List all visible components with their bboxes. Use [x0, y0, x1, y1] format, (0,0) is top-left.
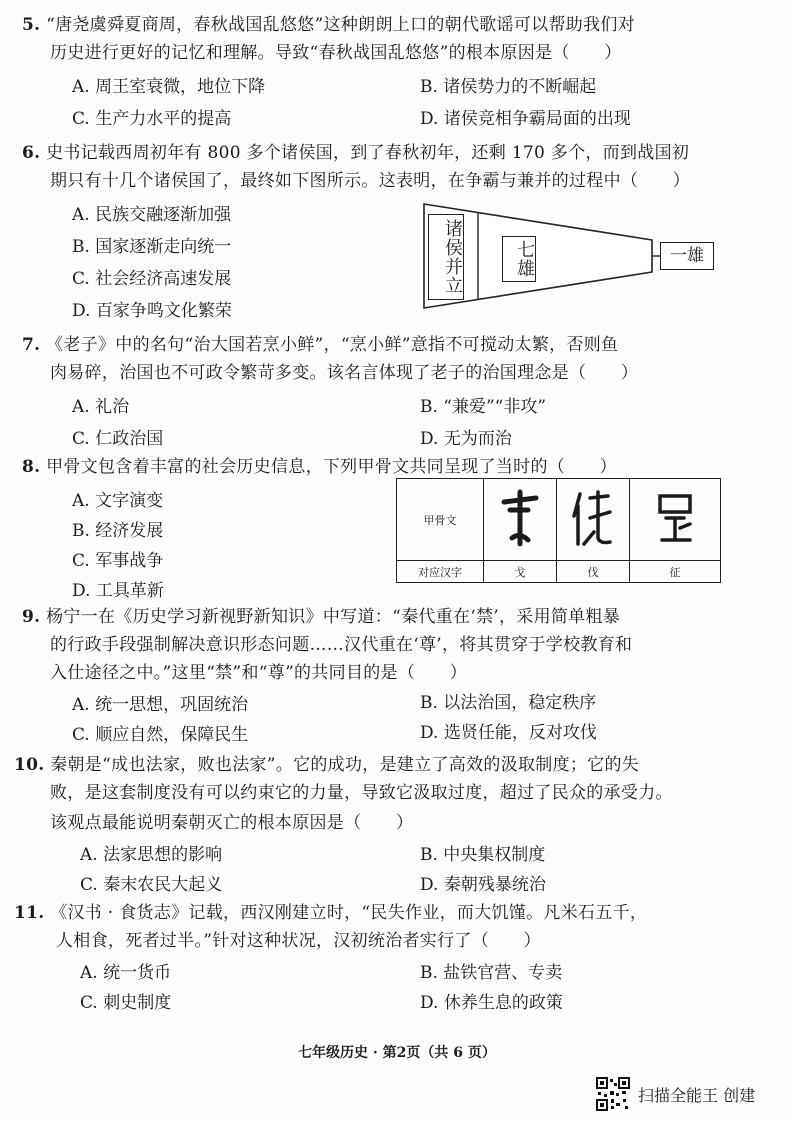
question-8-option-a[interactable]: A. 文字演变 [72, 491, 164, 511]
question-6-option-c[interactable]: C. 社会经济高速发展 [72, 269, 232, 289]
oracle-glyph-fa [557, 479, 630, 561]
question-text: 《老子》中的名句“治大国若烹小鲜”，“烹小鲜”意指不可搅动太繁，否则鱼 [46, 335, 619, 355]
question-10-option-b[interactable]: B. 中央集权制度 [420, 845, 546, 865]
question-6-line-2: 期只有十几个诸侯国了，最终如下图所示。这表明，在争霸与兼并的过程中（ ） [50, 171, 691, 191]
question-10-option-c[interactable]: C. 秦末农民大起义 [80, 875, 223, 895]
question-9-line-3: 入仕途径之中。”这里“禁”和“尊”的共同目的是（ ） [50, 663, 468, 683]
qr-code-icon [596, 1077, 630, 1111]
question-9-option-c[interactable]: C. 顺应自然，保障民生 [72, 725, 249, 745]
scanner-label: 扫描全能王 创建 [638, 1085, 756, 1105]
question-7-option-d[interactable]: D. 无为而治 [420, 429, 512, 449]
question-10-option-a[interactable]: A. 法家思想的影响 [80, 845, 223, 865]
question-6-line-1 [22, 142, 689, 164]
question-6-option-d[interactable]: D. 百家争鸣文化繁荣 [72, 301, 232, 321]
question-text: 《汉书 · 食货志》记载，西汉刚建立时，“民失作业，而大饥馑。凡米石五千， [50, 903, 648, 923]
oracle-char-fa: 伐 [557, 561, 630, 583]
question-number: 11. [14, 903, 45, 923]
question-9-option-d[interactable]: D. 选贤任能，反对攻伐 [420, 723, 597, 743]
question-10-line-2: 败，是这套制度没有可以约束它的力量，导致它汲取过度，超过了民众的承受力。 [50, 783, 673, 803]
question-5-line-2: 历史进行更好的记忆和理解。导致“春秋战国乱悠悠”的根本原因是（ ） [50, 43, 622, 63]
page-footer: 七年级历史 · 第2页（共 6 页） [298, 1045, 496, 1061]
diagram-label-many-states: 诸侯并立 [428, 214, 464, 300]
question-10-line-3: 该观点最能说明秦朝灭亡的根本原因是（ ） [50, 813, 414, 833]
question-5-line-1 [22, 14, 635, 36]
table-header-oracle: 甲骨文 [397, 479, 484, 561]
question-6-option-b[interactable]: B. 国家逐渐走向统一 [72, 237, 232, 257]
question-number: 5. [22, 15, 41, 35]
question-text: 甲骨文包含着丰富的社会历史信息，下列甲骨文共同呈现了当时的（ ） [46, 457, 617, 477]
question-9-option-a[interactable]: A. 统一思想，巩固统治 [72, 695, 249, 715]
question-7-option-b[interactable]: B. “兼爱”“非攻” [420, 397, 547, 417]
question-number: 7. [22, 335, 41, 355]
question-number: 9. [22, 607, 41, 627]
table-header-chinese: 对应汉字 [397, 561, 484, 583]
oracle-char-zheng: 征 [630, 561, 721, 583]
question-text: “唐尧虞舜夏商周，春秋战国乱悠悠”这种朗朗上口的朝代歌谣可以帮助我们对 [46, 15, 635, 35]
question-number: 6. [22, 143, 41, 163]
question-text: 史书记载西周初年有 800 多个诸侯国，到了春秋初年，还剩 170 多个，而到战国初 [46, 143, 690, 163]
question-text: 杨宁一在《历史学习新视野新知识》中写道：“秦代重在‘禁’，采用简单粗暴 [46, 607, 621, 627]
oracle-glyph-zheng [630, 479, 721, 561]
question-7-option-c[interactable]: C. 仁政治国 [72, 429, 164, 449]
diagram-label-seven-states: 七雄 [502, 236, 536, 282]
question-8-option-c[interactable]: C. 军事战争 [72, 551, 164, 571]
question-11-line-2: 人相食，死者过半。”针对这种状况，汉初统治者实行了（ ） [56, 931, 541, 951]
question-5-option-d[interactable]: D. 诸侯竞相争霸局面的出现 [420, 109, 631, 129]
oracle-zheng-icon [650, 488, 700, 548]
question-7-option-a[interactable]: A. 礼治 [72, 397, 130, 417]
question-8-option-b[interactable]: B. 经济发展 [72, 521, 164, 541]
diagram-label-one-state: 一雄 [660, 242, 714, 270]
question-5-option-b[interactable]: B. 诸侯势力的不断崛起 [420, 77, 597, 97]
oracle-fa-icon [568, 488, 618, 548]
question-11-option-d[interactable]: D. 休养生息的政策 [420, 993, 563, 1013]
question-10-line-1 [14, 754, 639, 776]
question-9-option-b[interactable]: B. 以法治国，稳定秩序 [420, 693, 597, 713]
question-7-line-2: 肉易碎，治国也不可政令繁苛多变。该名言体现了老子的治国理念是（ ） [50, 363, 639, 383]
question-8-line-1 [22, 456, 617, 478]
question-9-line-1 [22, 606, 620, 628]
oracle-ge-icon [498, 488, 542, 548]
question-11-option-a[interactable]: A. 统一货币 [80, 963, 172, 983]
question-8-option-d[interactable]: D. 工具革新 [72, 581, 164, 601]
oracle-bone-table [396, 478, 721, 583]
question-9-line-2: 的行政手段强制解决意识形态问题……汉代重在‘尊’，将其贯穿于学校教育和 [50, 635, 633, 655]
oracle-glyph-ge [484, 479, 557, 561]
question-6-option-a[interactable]: A. 民族交融逐渐加强 [72, 205, 232, 225]
oracle-char-ge: 戈 [484, 561, 557, 583]
question-number: 10. [14, 755, 45, 775]
question-text: 秦朝是“成也法家，败也法家”。它的成功，是建立了高效的汲取制度；它的失 [50, 755, 640, 775]
question-5-option-a[interactable]: A. 周王室衰微，地位下降 [72, 77, 266, 97]
question-number: 8. [22, 457, 41, 477]
question-5-option-c[interactable]: C. 生产力水平的提高 [72, 109, 232, 129]
annexation-funnel-diagram [420, 200, 742, 312]
question-11-option-c[interactable]: C. 刺史制度 [80, 993, 172, 1013]
question-11-option-b[interactable]: B. 盐铁官营、专卖 [420, 963, 563, 983]
question-11-line-1 [14, 902, 647, 924]
question-10-option-d[interactable]: D. 秦朝残暴统治 [420, 875, 546, 895]
question-7-line-1 [22, 334, 618, 356]
scanner-watermark [596, 1076, 755, 1112]
